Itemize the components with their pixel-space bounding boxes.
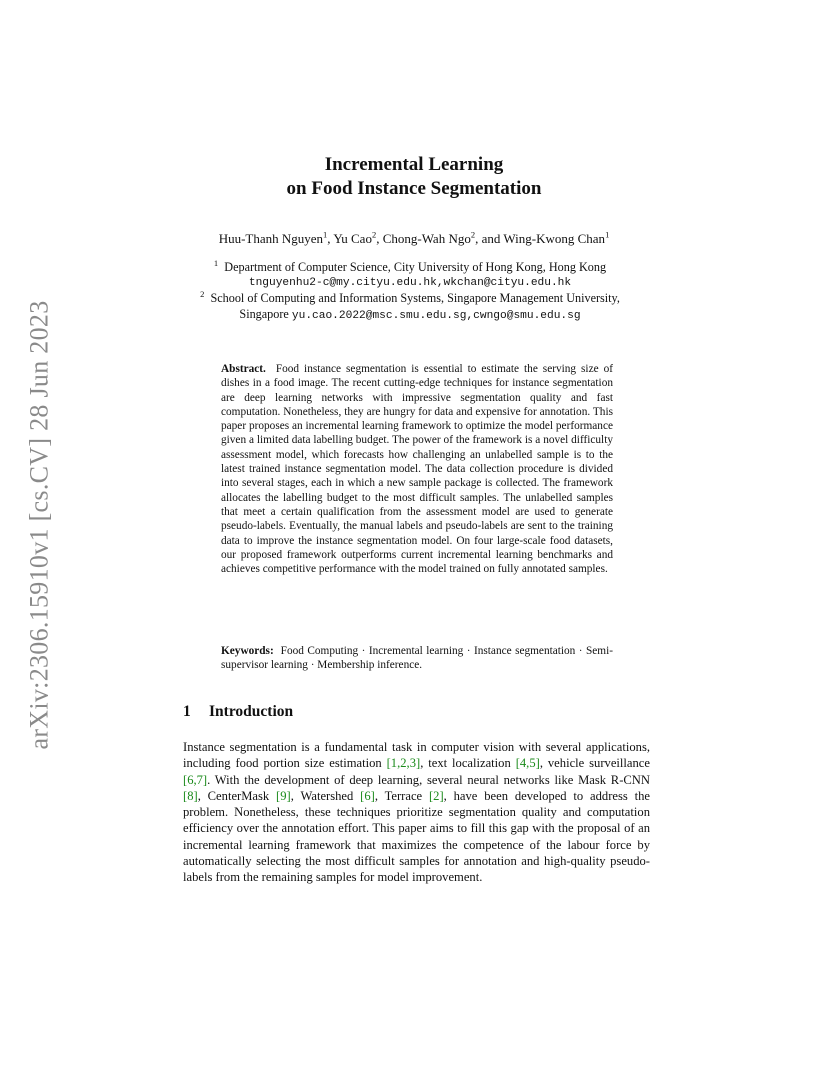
author-separator: , (376, 231, 383, 246)
section-heading (183, 703, 293, 721)
abstract (221, 362, 613, 576)
affiliation-emails: tnguyenhu2-c@my.cityu.edu.hk,wkchan@cityu.edu.hk (248, 277, 572, 289)
author-list (0, 231, 828, 247)
arxiv-identifier: arXiv:2306.15910v1 [cs.CV] 28 Jun 2023 (25, 300, 55, 750)
intro-text: , have been developed to address the problem. Nonetheless, these techniques prioritize segmentation quality and computation efficiency over the annotation effort. This paper aims to fill this gap with the proposal of an incremental learning framework that maximizes the competence of the labour force by automatically selecting the most difficult samples for annotation and high-quality pseudo-labels from the remaining samples for model improvement. (183, 788, 650, 885)
keywords-label: Keywords: (221, 645, 274, 657)
author-name: Wing-Kwong Chan (503, 231, 606, 246)
author-name: Huu-Thanh Nguyen (218, 231, 324, 246)
citation-link[interactable]: [1,2,3] (386, 756, 421, 771)
affiliation-location: Singapore (239, 307, 289, 321)
affiliation-2 (150, 290, 670, 324)
title-line-1: Incremental Learning (324, 154, 504, 175)
paper-title (0, 153, 828, 201)
intro-text: , text localization (420, 756, 516, 771)
affiliation-text: School of Computing and Information Systems, Singapore Management University, (210, 291, 620, 305)
intro-text: , Terrace (374, 788, 429, 803)
keywords (221, 644, 613, 673)
keywords-text: Food Computing · Incremental learning · Instance segmentation · Semi-supervisor learning · Membership inference. (221, 645, 613, 672)
author-name: Yu Cao (333, 231, 372, 246)
author-affiliation-mark: 1 (605, 229, 610, 240)
abstract-label: Abstract. (221, 363, 266, 375)
citation-link[interactable]: [6] (360, 788, 375, 803)
affiliation-mark: 2 (200, 288, 205, 299)
citation-link[interactable]: [9] (276, 788, 291, 803)
citation-link[interactable]: [2] (428, 788, 444, 803)
intro-text: , vehicle surveillance (539, 756, 650, 771)
intro-text: Instance segmentation is a fundamental task in computer vision with several applications, including food portion size estimation (183, 740, 650, 771)
title-line-2: on Food Instance Segmentation (286, 178, 542, 199)
introduction-paragraph (183, 739, 650, 886)
author-name: Chong-Wah Ngo (382, 231, 471, 246)
intro-text: , CenterMask (197, 788, 277, 803)
arxiv-sidebar (20, 290, 60, 760)
citation-link[interactable]: [6,7] (183, 772, 208, 787)
author-affiliation-mark: 2 (371, 229, 377, 240)
abstract-text: Food instance segmentation is essential to estimate the serving size of dishes in a food image. The recent cutting-edge techniques for instance segmentation are deep learning networks with impressive segmentation quality and fast computation. Nonetheless, they are hungry for data and expensive for annotation. This paper proposes an incremental learning framework to optimize the model performance given a limited data labelling budget. The power of the framework is a novel difficulty assessment model, which forecasts how challenging an unlabelled sample is to the latest trained instance segmentation model. The data collection procedure is divided into several stages, each in which a new sample package is collected. The framework allocates the labelling budget to the most difficult samples. The unlabelled samples that meet a certain qualification from the assessment model are used to generate pseudo-labels. Eventually, the manual labels and pseudo-labels are sent to the training data to improve the instance segmentation model. On four large-scale food datasets, our proposed framework outperforms current incremental learning benchmarks and achieves competitive performance with the model trained on fully annotated samples. (221, 363, 613, 576)
affiliation-emails: yu.cao.2022@msc.smu.edu.sg,cwngo@smu.edu.sg (291, 310, 581, 322)
section-number: 1 (183, 703, 191, 720)
intro-text: . With the development of deep learning, several neural networks like Mask R-CNN (207, 772, 650, 787)
section-title: Introduction (209, 703, 294, 720)
author-affiliation-mark: 1 (323, 229, 328, 240)
author-affiliation-mark: 2 (470, 229, 476, 240)
affiliation-mark: 1 (213, 257, 219, 268)
intro-text: , Watershed (290, 788, 361, 803)
author-separator: , (327, 231, 334, 246)
citation-link[interactable]: [8] (183, 788, 198, 803)
affiliation-1 (150, 259, 670, 291)
citation-link[interactable]: [4,5] (515, 756, 540, 771)
author-separator: , and (475, 231, 504, 246)
affiliation-text: Department of Computer Science, City University of Hong Kong, Hong Kong (224, 260, 607, 274)
